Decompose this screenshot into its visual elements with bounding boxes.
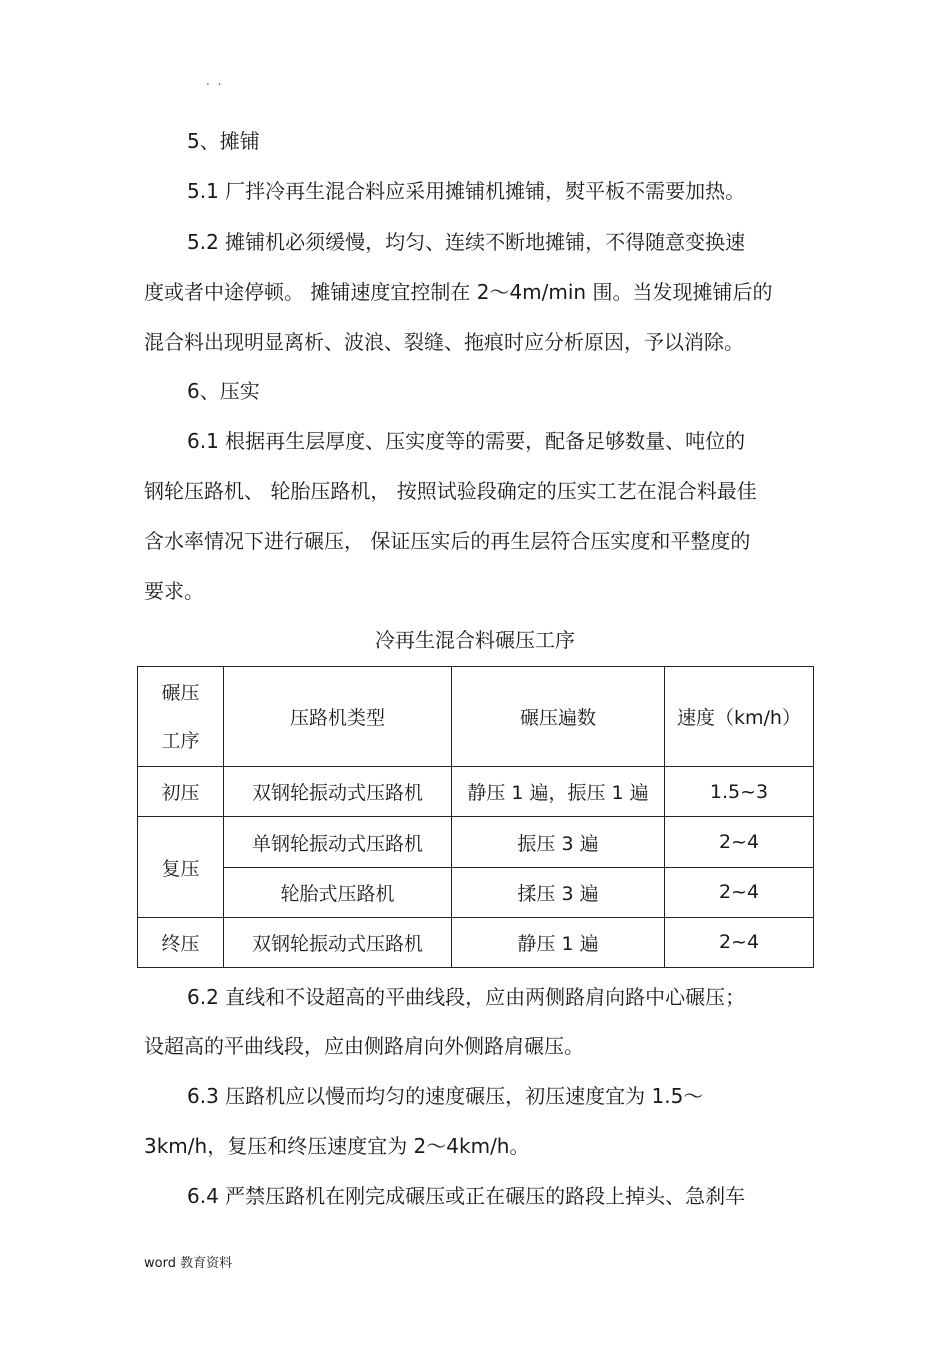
cell-process: 初压 [138,767,224,817]
table-row [138,817,814,867]
header-process [138,667,224,767]
header-speed: 速度（km/h） [665,667,814,767]
cell-process: 复压 [138,817,224,917]
cell-speed: 1.5~3 [665,767,814,817]
cell-roller-type: 双钢轮振动式压路机 [224,917,452,967]
paragraph-5-2-line-3: 混合料出现明显离析、波浪、裂缝、拖痕时应分析原因，予以消除。 [144,330,744,354]
cell-passes: 静压 1 遍 [452,917,665,967]
paragraph-6-3-line-1: 6.3 压路机应以慢而均匀的速度碾压，初压速度宜为 1.5～ [187,1084,704,1108]
table-header-row [138,667,814,767]
table-row [138,767,814,817]
header-process-line-2: 工序 [161,729,200,752]
footer-label: word 教育资料 [144,1256,233,1271]
header-roller-type: 压路机类型 [224,667,452,767]
paragraph-6-1-line-2: 钢轮压路机、 轮胎压路机， 按照试验段确定的压实工艺在混合料最佳 [144,479,757,503]
paragraph-6-1-line-3: 含水率情况下进行碾压， 保证压实后的再生层符合压实度和平整度的 [144,529,751,553]
cell-roller-type: 双钢轮振动式压路机 [224,767,452,817]
paragraph-5-2-line-2: 度或者中途停顿。 摊铺速度宜控制在 2～4m/min 围。当发现摊铺后的 [144,280,773,304]
header-process-line-1: 碾压 [161,681,200,704]
cell-speed: 2~4 [665,817,814,867]
cell-roller-type: 单钢轮振动式压路机 [224,817,452,867]
cell-speed: 2~4 [665,917,814,967]
header-passes: 碾压遍数 [452,667,665,767]
paragraph-6-4-line-1: 6.4 严禁压路机在刚完成碾压或正在碾压的路段上掉头、急刹车 [187,1184,746,1208]
cell-process: 终压 [138,917,224,967]
cell-roller-type: 轮胎式压路机 [224,867,452,917]
section-5-heading: 5、摊铺 [187,129,260,153]
cell-passes: 揉压 3 遍 [452,867,665,917]
table-row [138,917,814,967]
paragraph-5-1: 5.1 厂拌冷再生混合料应采用摊铺机摊铺，熨平板不需要加热。 [187,179,746,203]
paragraph-6-2-line-1: 6.2 直线和不设超高的平曲线段，应由两侧路肩向路中心碾压； [187,985,746,1009]
paragraph-5-2-line-1: 5.2 摊铺机必须缓慢，均匀、连续不断地摊铺，不得随意变换速 [187,230,746,254]
section-6-heading: 6、压实 [187,379,260,403]
table-caption: 冷再生混合料碾压工序 [375,628,575,652]
cell-speed: 2~4 [665,867,814,917]
table-row [138,867,814,917]
paragraph-6-1-line-1: 6.1 根据再生层厚度、压实度等的需要，配备足够数量、吨位的 [187,429,746,453]
paragraph-6-3-line-2: 3km/h，复压和终压速度宜为 2～4km/h。 [144,1134,530,1158]
paragraph-6-2-line-2: 设超高的平曲线段，应由侧路肩向外侧路肩碾压。 [144,1034,584,1058]
cell-passes: 静压 1 遍，振压 1 遍 [452,767,665,817]
compaction-table [137,666,814,968]
header-dots: . . [206,74,224,88]
cell-passes: 振压 3 遍 [452,817,665,867]
paragraph-6-1-line-4: 要求。 [144,579,204,603]
